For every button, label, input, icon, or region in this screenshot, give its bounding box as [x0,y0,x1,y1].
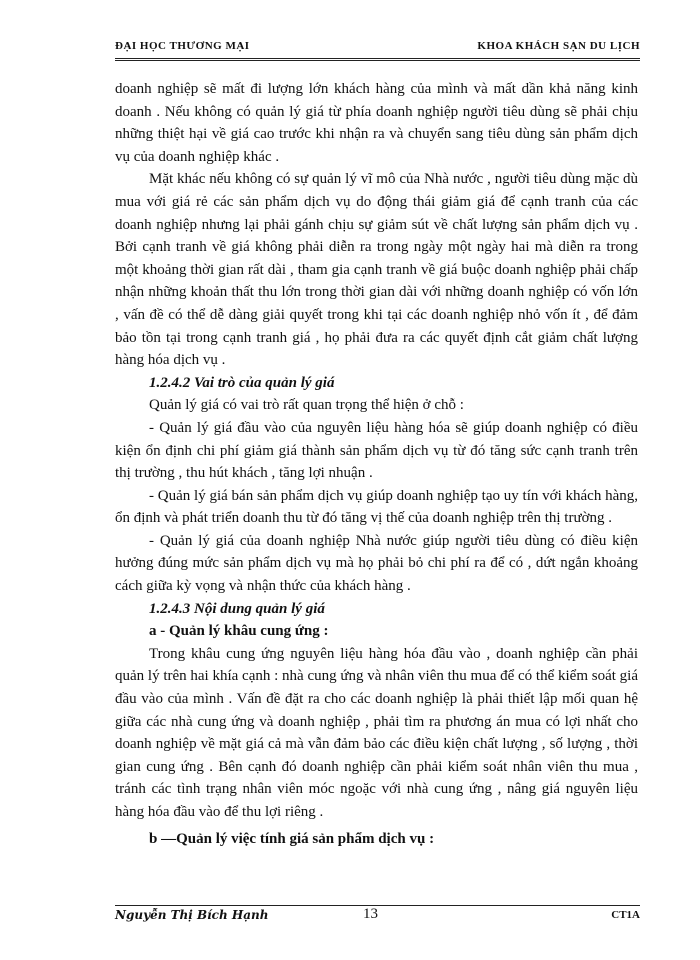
footer-author: Nguyễn Thị Bích Hạnh [115,908,269,922]
paragraph: doanh nghiệp sẽ mất đi lượng lớn khách hàng của mình và mất dần khả năng kinh doanh . Nếu không có quản lý giá từ phía doanh nghiệp người tiêu dùng sẽ phải chịu những thiệt hại về giá cao trước khi nhận ra và chuyển sang tiêu dùng sản phẩm dịch vụ của doanh nghiệp khác . [115,81,638,165]
subsection-heading: a - Quản lý khâu cung ứng : [149,623,329,640]
paragraph: Mặt khác nếu không có sự quản lý vĩ mô của Nhà nước , người tiêu dùng mặc dù mua với giá rẻ các sản phẩm dịch vụ do động thái giảm giá để cạnh tranh của các doanh nghiệp nhưng lại phải gánh chịu sự giảm sút về chất lượng sản phẩm dịch vụ . Bởi cạnh tranh về giá không phải diễn ra trong ngày một ngày hai mà diễn ra trong một khoảng thời gian rất dài , tham gia cạnh tranh về giá buộc doanh nghiệp phải chấp nhận những khoản thất thu lớn trong thời gian dài với những doanh nghiệp có vốn lớn , vấn đề có thể dễ dàng giải quyết trong khi tại các doanh nghiệp nhỏ vốn ít , để đảm bảo tồn tại trong cạnh tranh giá , họ phải đưa ra các quyết định cắt giảm chất lượng hàng hóa dịch vụ . [115,171,638,369]
paragraph: Quản lý giá có vai trò rất quan trọng thể hiện ở chỗ : [149,397,464,414]
page-footer [115,905,640,932]
page-header [115,36,640,61]
section-heading: 1.2.4.3 Nội dung quản lý giá [149,600,325,617]
bullet-paragraph: - Quản lý giá đầu vào của nguyên liệu hàng hóa sẽ giúp doanh nghiệp có điều kiện ổn định chi phí giảm giá thành sản phẩm dịch vụ từ đó tăng sức cạnh tranh trên thị trường , thu hút khách , tăng lợi nhuận . [115,419,638,482]
header-university: ĐẠI HỌC THƯƠNG MẠI [115,40,250,52]
bullet-paragraph: - Quản lý giá bán sản phẩm dịch vụ giúp doanh nghiệp tạo uy tín với khách hàng, ổn định và phát triển doanh thu từ đó tăng vị thế của doanh nghiệp trên thị trường . [115,487,638,527]
document-body [115,78,638,850]
subsection-heading: b —Quản lý việc tính giá sản phẩm dịch vụ : [149,830,435,847]
section-heading: 1.2.4.2 Vai trò của quản lý giá [149,374,335,391]
paragraph: Trong khâu cung ứng nguyên liệu hàng hóa đầu vào , doanh nghiệp cần phải quản lý trên hai khía cạnh : nhà cung ứng và nhân viên thu mua để có thể kiểm soát giá đầu vào của mình . Vấn đề đặt ra cho các doanh nghiệp là phải thiết lập mối quan hệ giữa các nhà cung ứng và doanh nghiệp , phải tìm ra phương án mua có lợi nhất cho doanh nghiệp về mặt giá cả mà vẫn đảm bảo các điều kiện chất lượng , số lượng , thời gian cung ứng . Bên cạnh đó doanh nghiệp cần phải kiểm soát nhân viên thu mua , tránh các tình trạng nhân viên móc ngoặc với nhà cung ứng , nâng giá nguyên liệu hàng hóa đầu vào để thu lợi riêng . [115,645,638,820]
bullet-paragraph: - Quản lý giá của doanh nghiệp Nhà nước giúp người tiêu dùng có điều kiện hưởng đúng mức sản phẩm dịch vụ mà họ phải bỏ chi phí ra để có , dứt ngắn khoảng cách giữa kỳ vọng và nhận thức của khách hàng . [115,532,638,595]
footer-class-code: CT1A [611,909,640,921]
page-number: 13 [363,906,378,922]
header-faculty: KHOA KHÁCH SẠN DU LỊCH [477,40,640,52]
